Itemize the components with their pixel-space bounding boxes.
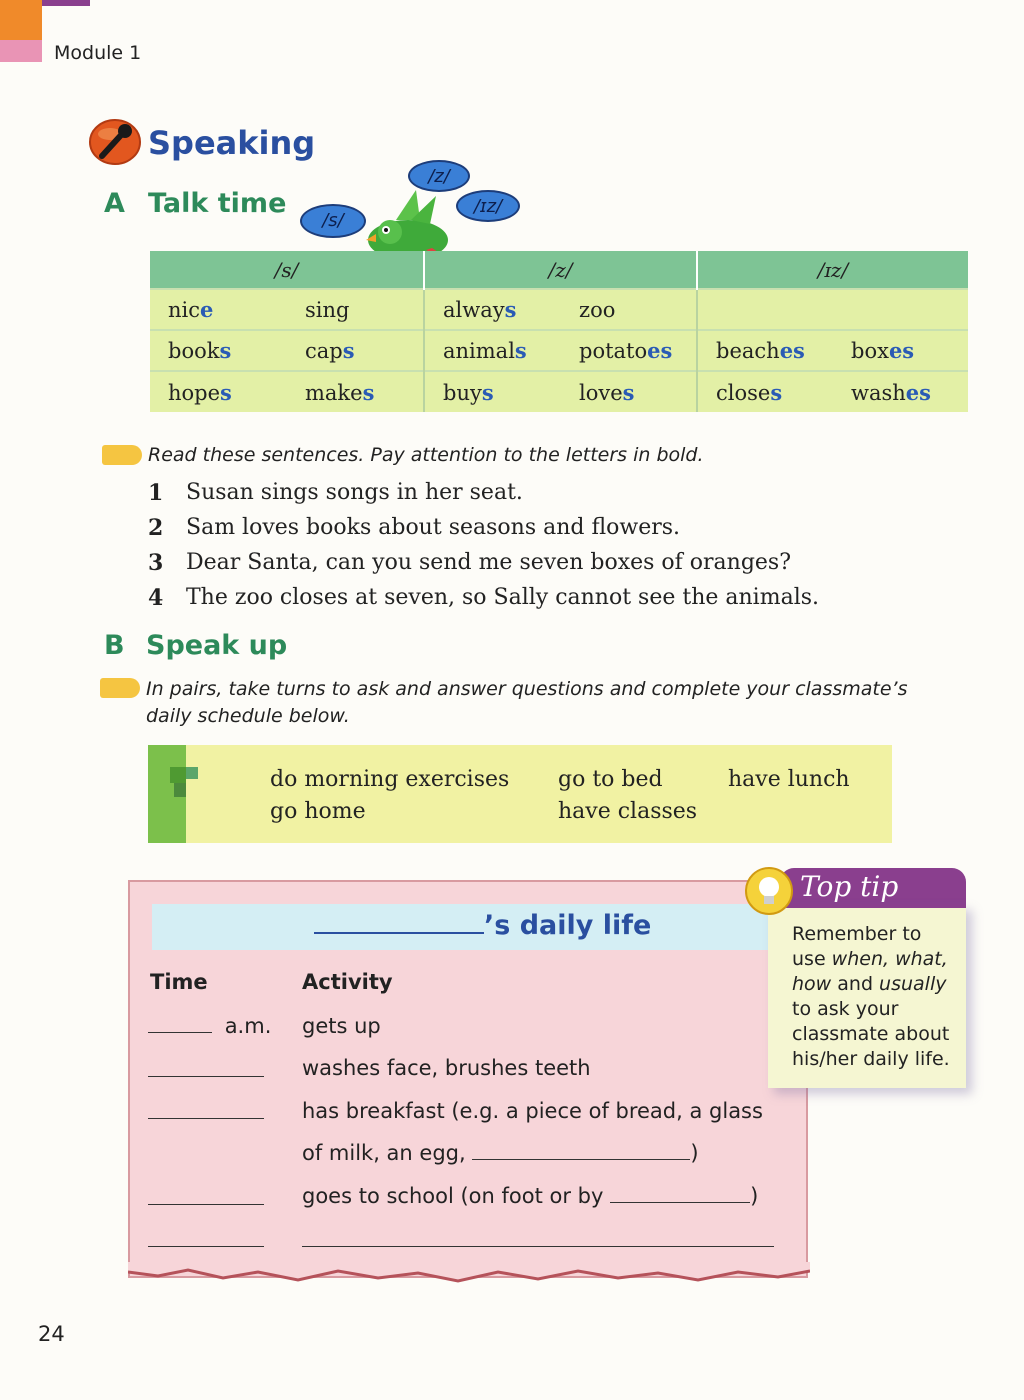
table-cell: hopes (150, 371, 287, 412)
phrase-item: have lunch (728, 767, 850, 792)
table-cell: caps (287, 330, 424, 371)
decor-square (174, 783, 186, 797)
activity-cell: washes face, brushes teeth (302, 1056, 591, 1080)
lightbulb-icon (744, 866, 794, 916)
bubble-iz: /ɪz/ (456, 190, 520, 222)
table-cell: makes (287, 371, 424, 412)
table-cell: potatoes (561, 330, 697, 371)
corner-decoration-pink (0, 40, 42, 62)
table-row (150, 371, 968, 412)
time-blank[interactable] (148, 1101, 264, 1119)
section-b-title: Speak up (146, 630, 288, 661)
table-cell: books (150, 330, 287, 371)
table-cell: nice (150, 289, 287, 330)
table-header-s: /s/ (150, 251, 424, 289)
page-number: 24 (38, 1322, 65, 1346)
speaking-heading: Speaking (148, 124, 316, 162)
instruction-b-line-1: In pairs, take turns to ask and answer questions and complete your classmate’s (146, 678, 908, 700)
decor-square (170, 767, 186, 783)
food-blank[interactable] (472, 1142, 690, 1160)
table-cell: always (424, 289, 561, 330)
corner-decoration-purple (42, 0, 90, 6)
table-cell-empty (697, 289, 833, 330)
table-cell-empty (833, 289, 968, 330)
section-a-title: Talk time (148, 188, 287, 219)
table-row (150, 330, 968, 371)
time-cell: a.m. (148, 1014, 271, 1038)
table-cell: animals (424, 330, 561, 371)
phrase-item: go to bed (558, 767, 663, 792)
table-cell: loves (561, 371, 697, 412)
time-cell (148, 1100, 264, 1124)
time-cell (148, 1186, 264, 1210)
top-tip-text: Remember to use when, what, how and usually to ask your classmate about his/her daily life. (792, 923, 950, 1070)
bubble-s: /s/ (300, 204, 366, 238)
activity-cell (302, 1228, 774, 1252)
section-b-letter: B (104, 630, 125, 661)
activity-cell: of milk, an egg, ) (302, 1141, 699, 1165)
phrase-item: have classes (558, 799, 698, 824)
activity-cell: gets up (302, 1014, 381, 1038)
torn-edge (128, 1262, 810, 1292)
section-a-letter: A (104, 188, 125, 219)
table-cell: sing (287, 289, 424, 330)
table-cell: buys (424, 371, 561, 412)
card-title: ’s daily life (314, 910, 651, 941)
microphone-icon (88, 116, 142, 166)
top-tip-title: Top tip (800, 870, 899, 903)
table-cell: closes (697, 371, 833, 412)
activity-cell: has breakfast (e.g. a piece of bread, a glass (302, 1099, 763, 1123)
table-cell: beaches (697, 330, 833, 371)
activity-blank[interactable] (302, 1229, 774, 1247)
table-cell: washes (833, 371, 968, 412)
module-label: Module 1 (54, 42, 142, 64)
table-cell: zoo (561, 289, 697, 330)
time-cell (148, 1058, 264, 1082)
phrase-item: do morning exercises (270, 767, 510, 792)
time-blank[interactable] (148, 1229, 264, 1247)
instruction-b-line-2: daily schedule below. (146, 705, 350, 727)
time-blank[interactable] (148, 1015, 212, 1033)
instruction-marker (102, 445, 142, 465)
bubble-z: /z/ (408, 160, 470, 192)
phrase-item: go home (270, 799, 366, 824)
time-blank[interactable] (148, 1059, 264, 1077)
phonics-table (150, 251, 968, 412)
table-cell: boxes (833, 330, 968, 371)
instruction-a: Read these sentences. Pay attention to the letters in bold. (148, 444, 704, 466)
table-row (150, 289, 968, 330)
corner-decoration-orange (0, 0, 42, 40)
transport-blank[interactable] (610, 1185, 750, 1203)
column-activity: Activity (302, 970, 393, 994)
phrase-box (148, 745, 892, 843)
column-time: Time (150, 970, 208, 994)
table-header-row (150, 251, 968, 289)
name-blank[interactable] (314, 910, 484, 934)
decor-square (186, 767, 198, 779)
activity-cell: goes to school (on foot or by ) (302, 1184, 759, 1208)
instruction-marker (100, 678, 140, 698)
time-cell (148, 1228, 264, 1252)
table-header-z: /z/ (424, 251, 697, 289)
time-blank[interactable] (148, 1187, 264, 1205)
table-header-iz: /ɪz/ (697, 251, 968, 289)
